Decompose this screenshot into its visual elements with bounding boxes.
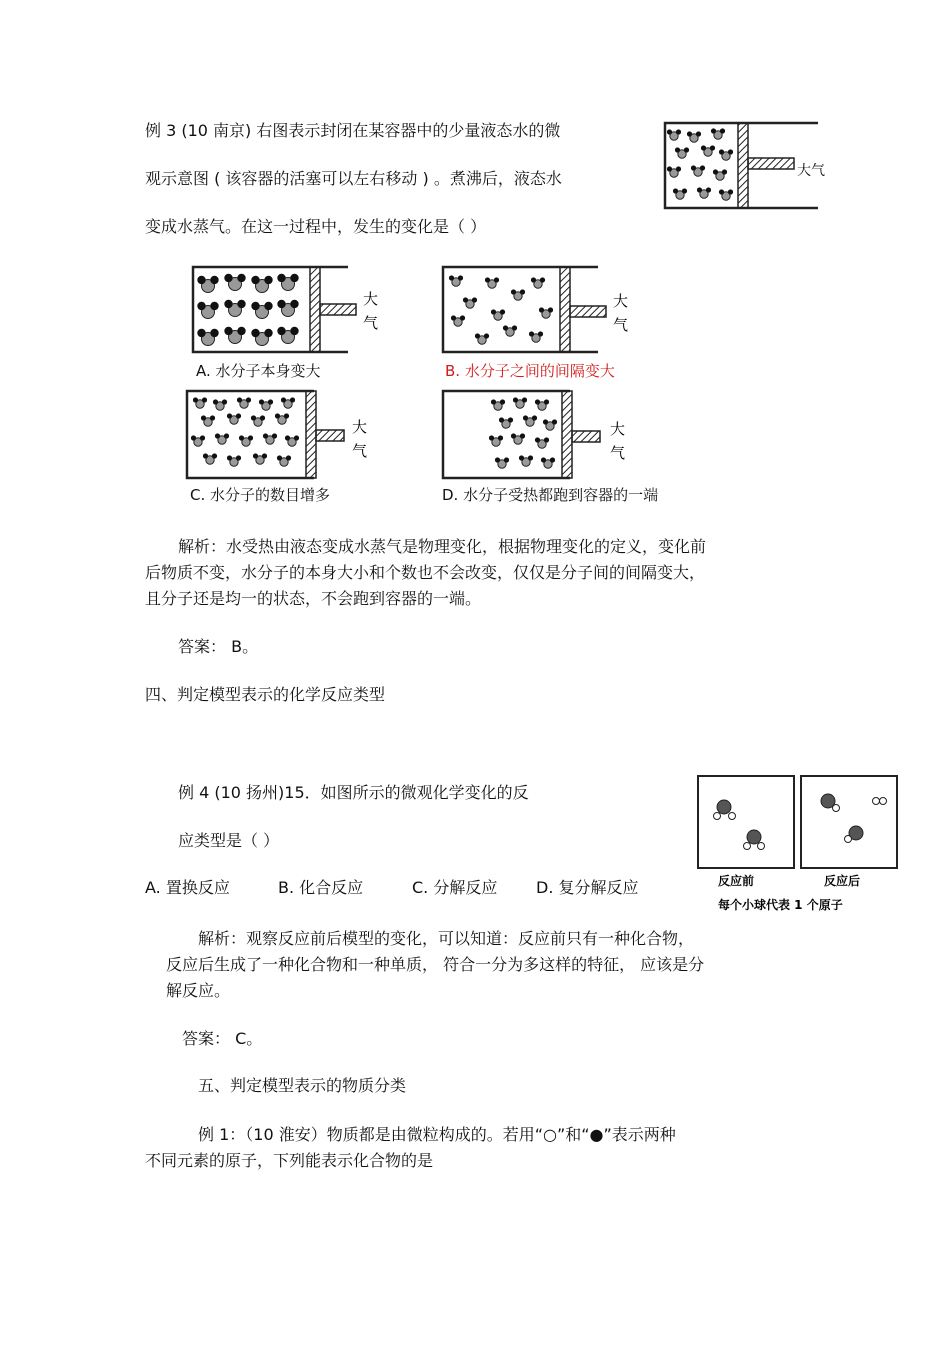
before-label: 反应前 (718, 874, 755, 888)
molecule-before-2-icon (744, 830, 765, 850)
ex4-answer: 答案： C。 (182, 1029, 263, 1048)
ex1-line-1: 例 1：（10 淮安）物质都是由微粒构成的。若用“○”和“●”表示两种 (198, 1125, 676, 1144)
ex4-line-1: 例 4 (10 扬州)15．如图所示的微观化学变化的反 (178, 783, 529, 802)
molecule-after-compound-2-icon (845, 826, 864, 843)
option-b-caption: B. 水分子之间的间隔变大 (445, 362, 615, 380)
svg-text:大: 大 (613, 292, 629, 310)
ex3-answer: 答案： B。 (178, 637, 259, 656)
svg-text:大: 大 (610, 420, 626, 438)
atmosphere-label-a: 大 (363, 290, 379, 308)
ex4-option-c: C. 分解反应 (412, 878, 498, 897)
ex3-analysis-2: 后物质不变，水分子的本身大小和个数也不会改变，仅仅是分子间的间隔变大， (145, 563, 706, 582)
ex4-analysis-2: 反应后生成了一种化合物和一种单质， 符合一分为多这样的特征， 应该是分 (166, 955, 705, 974)
section-5-heading: 五、判定模型表示的物质分类 (198, 1076, 407, 1095)
option-a-caption: A. 水分子本身变大 (196, 362, 321, 380)
ex3-line-1: 例 3 (10 南京) 右图表示封闭在某容器中的少量液态水的微 (145, 121, 561, 140)
ex3-line-3: 变成水蒸气。在这一过程中，发生的变化是（ ） (145, 217, 487, 236)
ex4-analysis-1: 解析：观察反应前后模型的变化，可以知道：反应前只有一种化合物， (198, 929, 695, 948)
ex4-option-a: A. 置换反应 (145, 878, 230, 897)
option-d-caption: D. 水分子受热都跑到容器的一端 (442, 486, 659, 504)
atmosphere-label: 大气 (797, 163, 825, 179)
after-label: 反应后 (824, 874, 861, 888)
section-4-heading: 四、判定模型表示的化学反应类型 (145, 685, 386, 704)
ex4-analysis-3: 解反应。 (166, 981, 231, 1000)
ex3-line-2: 观示意图 ( 该容器的活塞可以左右移动 ) 。煮沸后，液态水 (145, 169, 562, 188)
molecule-before-1-icon (714, 800, 736, 820)
ex3-analysis-3: 且分子还是均一的状态，不会跑到容器的一端。 (145, 589, 482, 608)
molecule-after-element-icon (873, 798, 887, 805)
svg-text:大: 大 (352, 418, 368, 436)
option-c-caption: C. 水分子的数目增多 (190, 486, 331, 504)
ex1-line-2: 不同元素的原子，下列能表示化合物的是 (145, 1151, 434, 1170)
ex4-line-2: 应类型是（ ） (178, 831, 280, 850)
svg-text:气: 气 (610, 444, 626, 462)
option-d-figure (438, 386, 638, 498)
svg-text:气: 气 (613, 316, 629, 334)
reaction-figure (696, 773, 902, 921)
option-c-figure (182, 386, 382, 498)
ex4-option-b: B. 化合反应 (278, 878, 364, 897)
svg-text:气: 气 (352, 442, 368, 460)
ex4-option-d: D. 复分解反应 (536, 878, 639, 897)
ex3-analysis-1: 解析：水受热由液态变成水蒸气是物理变化，根据物理变化的定义，变化前 (178, 537, 707, 556)
figure-caption: 每个小球代表 1 个原子 (718, 898, 843, 912)
molecule-after-compound-icon (821, 794, 840, 812)
container-figure (660, 118, 840, 214)
atmosphere-label-a2: 气 (363, 314, 379, 332)
